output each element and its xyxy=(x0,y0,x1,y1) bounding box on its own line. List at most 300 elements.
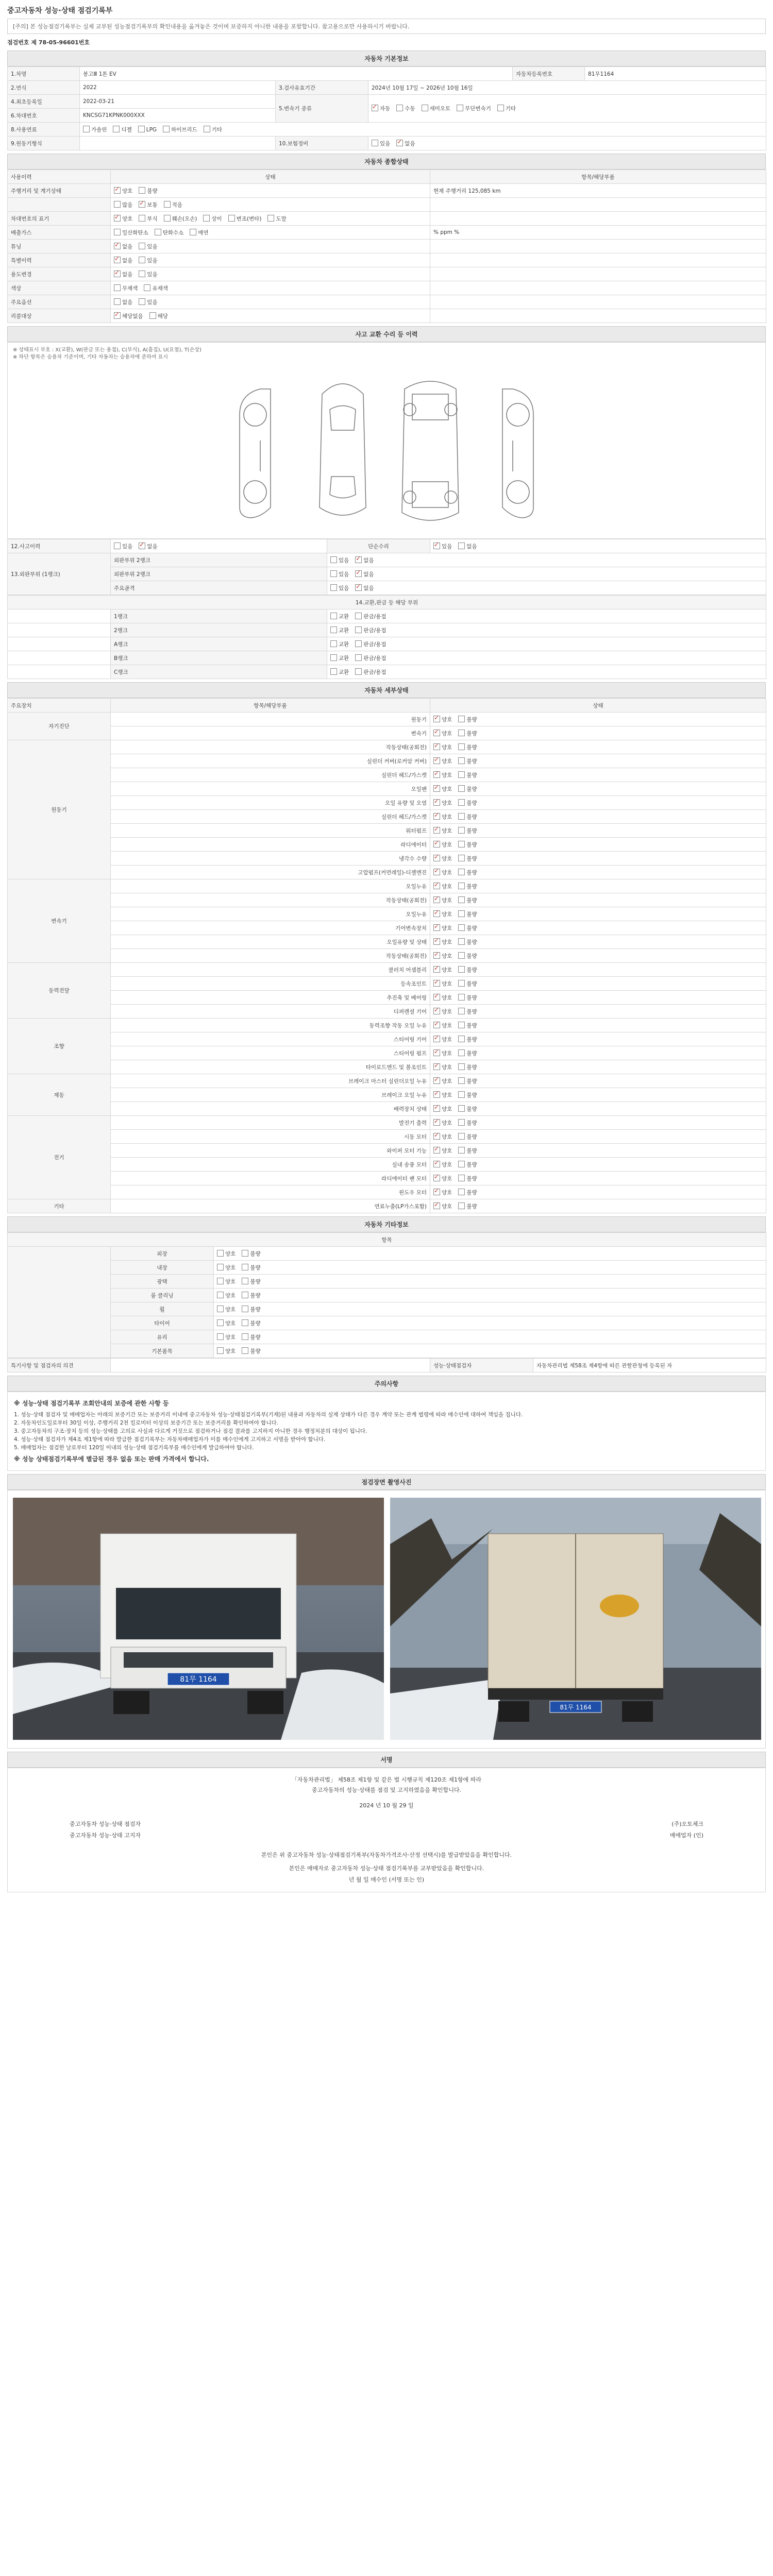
detail-option[interactable] xyxy=(458,1176,477,1182)
checkbox[interactable] xyxy=(355,613,362,619)
checkbox[interactable] xyxy=(433,1063,440,1070)
checkbox[interactable] xyxy=(114,270,121,277)
exchange-option[interactable] xyxy=(330,655,349,662)
checkbox[interactable] xyxy=(458,855,465,861)
detail-option[interactable] xyxy=(433,995,452,1001)
detail-option[interactable] xyxy=(433,1120,452,1126)
other-option[interactable] xyxy=(217,1334,236,1341)
detail-option[interactable] xyxy=(458,1037,477,1043)
panel-option[interactable] xyxy=(330,557,349,564)
other-option[interactable] xyxy=(217,1307,236,1313)
fuel-option[interactable] xyxy=(113,127,131,133)
checkbox[interactable] xyxy=(422,105,428,111)
checkbox[interactable] xyxy=(458,883,465,889)
checkbox[interactable] xyxy=(372,105,378,111)
checkbox[interactable] xyxy=(458,1175,465,1181)
detail-option[interactable] xyxy=(433,870,452,876)
status-option[interactable] xyxy=(144,285,167,292)
transmission-option[interactable] xyxy=(457,106,491,112)
checkbox[interactable] xyxy=(433,952,440,959)
detail-option[interactable] xyxy=(458,1120,477,1126)
detail-option[interactable] xyxy=(458,1050,477,1057)
accident-option[interactable] xyxy=(114,544,132,550)
checkbox[interactable] xyxy=(242,1292,248,1298)
checkbox[interactable] xyxy=(433,1077,440,1084)
detail-item-label: 작동상태(공회전) xyxy=(111,893,430,907)
checkbox[interactable] xyxy=(433,1091,440,1098)
other-option[interactable] xyxy=(217,1293,236,1299)
status-option[interactable] xyxy=(139,258,157,264)
checkbox[interactable] xyxy=(433,883,440,889)
other-option[interactable] xyxy=(217,1348,236,1354)
detail-option[interactable] xyxy=(458,1134,477,1140)
checkbox[interactable] xyxy=(433,813,440,820)
checkbox[interactable] xyxy=(396,105,403,111)
detail-option[interactable] xyxy=(433,856,452,862)
detail-option[interactable] xyxy=(433,772,452,778)
checkbox[interactable] xyxy=(228,215,235,222)
status-option[interactable] xyxy=(139,202,157,208)
checkbox[interactable] xyxy=(433,1119,440,1126)
checkbox[interactable] xyxy=(396,140,403,146)
detail-row xyxy=(8,949,766,963)
detail-option[interactable] xyxy=(433,967,452,973)
checkbox[interactable] xyxy=(458,1049,465,1056)
checkbox[interactable] xyxy=(433,543,440,549)
status-option[interactable] xyxy=(139,188,157,194)
detail-option[interactable] xyxy=(458,1092,477,1098)
checkbox[interactable] xyxy=(433,1105,440,1112)
status-option[interactable] xyxy=(228,216,262,222)
detail-option[interactable] xyxy=(433,939,452,945)
checkbox[interactable] xyxy=(433,1049,440,1056)
checkbox[interactable] xyxy=(355,626,362,633)
fuel-option[interactable] xyxy=(204,127,222,133)
status-option[interactable] xyxy=(139,272,157,278)
checkbox[interactable] xyxy=(433,757,440,764)
exchange-option[interactable] xyxy=(355,614,386,620)
checkbox[interactable] xyxy=(458,543,465,549)
detail-option-label: 불량 xyxy=(466,1106,477,1112)
accident-option[interactable] xyxy=(139,544,157,550)
status-option[interactable] xyxy=(114,299,132,306)
detail-option[interactable] xyxy=(458,731,477,737)
detail-option[interactable] xyxy=(433,1148,452,1154)
checkbox[interactable] xyxy=(139,543,145,549)
checkbox[interactable] xyxy=(330,570,337,577)
detail-option[interactable] xyxy=(433,1162,452,1168)
checkbox[interactable] xyxy=(433,924,440,931)
detail-option[interactable] xyxy=(433,828,452,834)
checkbox[interactable] xyxy=(139,257,145,263)
checkbox[interactable] xyxy=(355,640,362,647)
other-option[interactable] xyxy=(242,1348,260,1354)
checkbox[interactable] xyxy=(433,1036,440,1042)
checkbox[interactable] xyxy=(114,257,121,263)
checkbox[interactable] xyxy=(433,771,440,778)
guarantee-option[interactable] xyxy=(396,141,415,147)
detail-option[interactable] xyxy=(433,731,452,737)
other-option[interactable] xyxy=(242,1293,260,1299)
detail-option[interactable] xyxy=(458,717,477,723)
checkbox[interactable] xyxy=(458,1133,465,1140)
other-option[interactable] xyxy=(242,1307,260,1313)
detail-option[interactable] xyxy=(458,744,477,751)
checkbox[interactable] xyxy=(242,1278,248,1284)
checkbox[interactable] xyxy=(458,1202,465,1209)
detail-option[interactable] xyxy=(433,1092,452,1098)
checkbox[interactable] xyxy=(114,298,121,305)
detail-option[interactable] xyxy=(433,897,452,904)
checkbox[interactable] xyxy=(458,896,465,903)
checkbox[interactable] xyxy=(330,626,337,633)
other-option[interactable] xyxy=(242,1320,260,1327)
detail-option[interactable] xyxy=(433,758,452,765)
checkbox[interactable] xyxy=(138,126,145,132)
status-option[interactable] xyxy=(114,272,132,278)
status-option[interactable] xyxy=(139,299,157,306)
fuel-option[interactable] xyxy=(83,127,107,133)
checkbox[interactable] xyxy=(114,215,121,222)
checkbox[interactable] xyxy=(242,1264,248,1270)
detail-option[interactable] xyxy=(433,1064,452,1071)
checkbox[interactable] xyxy=(217,1292,224,1298)
checkbox[interactable] xyxy=(458,1161,465,1167)
checkbox[interactable] xyxy=(458,785,465,792)
checkbox[interactable] xyxy=(458,771,465,778)
checkbox[interactable] xyxy=(458,952,465,959)
checkbox[interactable] xyxy=(458,1105,465,1112)
checkbox[interactable] xyxy=(203,215,210,222)
checkbox[interactable] xyxy=(458,1063,465,1070)
transmission-option[interactable] xyxy=(372,106,390,112)
checkbox[interactable] xyxy=(114,543,121,549)
status-option[interactable] xyxy=(203,216,222,222)
exchange-option[interactable] xyxy=(355,669,386,675)
checkbox[interactable] xyxy=(204,126,210,132)
status-option[interactable] xyxy=(114,313,143,319)
detail-option[interactable] xyxy=(458,995,477,1001)
checkbox[interactable] xyxy=(139,243,145,249)
checkbox[interactable] xyxy=(458,966,465,973)
detail-option[interactable] xyxy=(433,786,452,792)
checkbox[interactable] xyxy=(458,1091,465,1098)
checkbox[interactable] xyxy=(458,757,465,764)
detail-option[interactable] xyxy=(458,1009,477,1015)
transmission-option[interactable] xyxy=(396,106,415,112)
checkbox[interactable] xyxy=(497,105,504,111)
detail-option[interactable] xyxy=(433,1176,452,1182)
checkbox[interactable] xyxy=(458,1036,465,1042)
detail-option[interactable] xyxy=(433,981,452,987)
status-option[interactable] xyxy=(114,202,132,208)
status-option[interactable] xyxy=(139,216,157,222)
status-option[interactable] xyxy=(114,258,132,264)
checkbox[interactable] xyxy=(458,994,465,1001)
main-frame-option[interactable] xyxy=(355,585,374,591)
status-option[interactable] xyxy=(114,244,132,250)
detail-option[interactable] xyxy=(433,717,452,723)
status-option[interactable] xyxy=(190,230,208,236)
checkbox[interactable] xyxy=(458,827,465,834)
checkbox[interactable] xyxy=(114,312,121,319)
checkbox[interactable] xyxy=(114,229,121,235)
checkbox[interactable] xyxy=(433,1161,440,1167)
checkbox[interactable] xyxy=(458,910,465,917)
checkbox[interactable] xyxy=(433,896,440,903)
detail-option[interactable] xyxy=(433,814,452,820)
detail-option[interactable] xyxy=(458,953,477,959)
checkbox[interactable] xyxy=(217,1264,224,1270)
detail-option[interactable] xyxy=(458,897,477,904)
guarantee-option[interactable] xyxy=(372,141,390,147)
checkbox[interactable] xyxy=(458,743,465,750)
detail-option[interactable] xyxy=(458,967,477,973)
detail-option[interactable] xyxy=(458,884,477,890)
checkbox[interactable] xyxy=(330,654,337,661)
detail-option[interactable] xyxy=(433,1134,452,1140)
other-option[interactable] xyxy=(242,1334,260,1341)
detail-option[interactable] xyxy=(433,911,452,918)
exchange-option[interactable] xyxy=(330,641,349,648)
checkbox[interactable] xyxy=(458,813,465,820)
detail-option[interactable] xyxy=(458,758,477,765)
checkbox[interactable] xyxy=(164,215,171,222)
checkbox[interactable] xyxy=(242,1319,248,1326)
detail-option[interactable] xyxy=(458,1162,477,1168)
checkbox[interactable] xyxy=(458,730,465,736)
checkbox[interactable] xyxy=(458,1147,465,1154)
checkbox[interactable] xyxy=(330,584,337,591)
other-option[interactable] xyxy=(217,1279,236,1285)
checkbox[interactable] xyxy=(114,201,121,208)
detail-option[interactable] xyxy=(458,800,477,806)
checkbox[interactable] xyxy=(458,1022,465,1028)
checkbox[interactable] xyxy=(139,201,145,208)
checkbox[interactable] xyxy=(458,799,465,806)
detail-option[interactable] xyxy=(433,1078,452,1084)
checkbox[interactable] xyxy=(433,785,440,792)
detail-option[interactable] xyxy=(433,744,452,751)
detail-option[interactable] xyxy=(458,814,477,820)
detail-option[interactable] xyxy=(433,1050,452,1057)
other-option[interactable] xyxy=(217,1265,236,1271)
detail-option[interactable] xyxy=(433,1204,452,1210)
checkbox[interactable] xyxy=(433,827,440,834)
checkbox[interactable] xyxy=(217,1278,224,1284)
status-option[interactable] xyxy=(164,202,182,208)
main-frame-option[interactable] xyxy=(330,585,349,591)
checkbox[interactable] xyxy=(433,1008,440,1014)
panel2-option[interactable] xyxy=(330,571,349,578)
checkbox[interactable] xyxy=(433,841,440,848)
detail-option[interactable] xyxy=(433,842,452,848)
checkbox[interactable] xyxy=(458,1119,465,1126)
checkbox[interactable] xyxy=(330,613,337,619)
checkbox[interactable] xyxy=(433,799,440,806)
checkbox[interactable] xyxy=(433,910,440,917)
checkbox[interactable] xyxy=(242,1250,248,1257)
other-option[interactable] xyxy=(242,1265,260,1271)
status-option[interactable] xyxy=(114,188,132,194)
checkbox[interactable] xyxy=(330,556,337,563)
checkbox[interactable] xyxy=(144,284,150,291)
checkbox[interactable] xyxy=(83,126,90,132)
checkbox[interactable] xyxy=(217,1333,224,1340)
checkbox[interactable] xyxy=(114,187,121,194)
checkbox[interactable] xyxy=(113,126,120,132)
checkbox[interactable] xyxy=(458,938,465,945)
checkbox[interactable] xyxy=(433,716,440,722)
fuel-option[interactable] xyxy=(138,127,157,133)
checkbox[interactable] xyxy=(372,140,378,146)
checkbox[interactable] xyxy=(433,1175,440,1181)
detail-option[interactable] xyxy=(458,925,477,931)
checkbox[interactable] xyxy=(164,201,171,208)
checkbox[interactable] xyxy=(355,556,362,563)
checkbox[interactable] xyxy=(330,640,337,647)
checkbox[interactable] xyxy=(433,1133,440,1140)
detail-option[interactable] xyxy=(433,884,452,890)
checkbox[interactable] xyxy=(355,570,362,577)
detail-option[interactable] xyxy=(433,1009,452,1015)
other-option[interactable] xyxy=(242,1251,260,1257)
repair-option[interactable] xyxy=(433,544,452,550)
detail-option[interactable] xyxy=(458,772,477,778)
checkbox[interactable] xyxy=(433,994,440,1001)
checkbox[interactable] xyxy=(433,730,440,736)
checkbox[interactable] xyxy=(139,187,145,194)
checkbox[interactable] xyxy=(458,1077,465,1084)
checkbox[interactable] xyxy=(433,1202,440,1209)
checkbox[interactable] xyxy=(433,1022,440,1028)
exchange-option[interactable] xyxy=(330,628,349,634)
detail-option[interactable] xyxy=(458,870,477,876)
repair-option[interactable] xyxy=(458,544,477,550)
status-option[interactable] xyxy=(114,285,138,292)
status-option[interactable] xyxy=(114,216,132,222)
detail-option[interactable] xyxy=(458,1064,477,1071)
checkbox[interactable] xyxy=(217,1306,224,1312)
detail-option[interactable] xyxy=(458,911,477,918)
checkbox[interactable] xyxy=(114,243,121,249)
transmission-option[interactable] xyxy=(497,106,516,112)
exchange-table xyxy=(7,595,766,679)
detail-option[interactable] xyxy=(458,1148,477,1154)
checkbox[interactable] xyxy=(458,924,465,931)
detail-option[interactable] xyxy=(458,1204,477,1210)
checkbox[interactable] xyxy=(433,1189,440,1195)
other-option[interactable] xyxy=(217,1320,236,1327)
checkbox[interactable] xyxy=(355,668,362,675)
checkbox[interactable] xyxy=(267,215,274,222)
checkbox[interactable] xyxy=(355,584,362,591)
detail-option[interactable] xyxy=(458,842,477,848)
checkbox[interactable] xyxy=(139,270,145,277)
detail-option-label: 양호 xyxy=(442,800,452,806)
checkbox[interactable] xyxy=(149,312,156,319)
checkbox[interactable] xyxy=(163,126,170,132)
other-option[interactable] xyxy=(217,1251,236,1257)
checkbox[interactable] xyxy=(457,105,463,111)
checkbox[interactable] xyxy=(458,869,465,875)
detail-option[interactable] xyxy=(458,1190,477,1196)
panel2-option[interactable] xyxy=(355,571,374,578)
checkbox[interactable] xyxy=(242,1306,248,1312)
checkbox[interactable] xyxy=(114,284,121,291)
status-option[interactable] xyxy=(164,216,197,222)
fuel-option[interactable] xyxy=(163,127,197,133)
checkbox[interactable] xyxy=(155,229,161,235)
detail-item-state xyxy=(430,1102,766,1116)
panel-option[interactable] xyxy=(355,557,374,564)
detail-option[interactable] xyxy=(433,1023,452,1029)
checkbox[interactable] xyxy=(433,966,440,973)
checkbox[interactable] xyxy=(217,1319,224,1326)
checkbox[interactable] xyxy=(433,980,440,987)
detail-option[interactable] xyxy=(458,1078,477,1084)
checkbox[interactable] xyxy=(139,215,145,222)
other-option[interactable] xyxy=(242,1279,260,1285)
detail-option[interactable] xyxy=(458,939,477,945)
detail-option[interactable] xyxy=(433,800,452,806)
detail-option[interactable] xyxy=(458,828,477,834)
status-option-label: 있음 xyxy=(147,243,158,250)
checkbox[interactable] xyxy=(242,1333,248,1340)
other-row xyxy=(8,1261,766,1275)
checkbox[interactable] xyxy=(433,1147,440,1154)
transmission-option[interactable] xyxy=(422,106,451,112)
checkbox[interactable] xyxy=(190,229,196,235)
detail-option[interactable] xyxy=(458,1106,477,1112)
status-option[interactable] xyxy=(267,216,286,222)
status-option[interactable] xyxy=(114,230,148,236)
status-option[interactable] xyxy=(149,313,168,319)
detail-option[interactable] xyxy=(433,953,452,959)
checkbox[interactable] xyxy=(355,654,362,661)
detail-option[interactable] xyxy=(458,1023,477,1029)
checkbox[interactable] xyxy=(458,1008,465,1014)
detail-option[interactable] xyxy=(458,856,477,862)
checkbox[interactable] xyxy=(433,938,440,945)
detail-option[interactable] xyxy=(433,925,452,931)
checkbox[interactable] xyxy=(433,869,440,875)
checkbox[interactable] xyxy=(242,1347,248,1354)
detail-option[interactable] xyxy=(433,1106,452,1112)
checkbox[interactable] xyxy=(433,855,440,861)
checkbox[interactable] xyxy=(458,841,465,848)
status-option[interactable] xyxy=(155,230,184,236)
detail-option[interactable] xyxy=(458,981,477,987)
checkbox[interactable] xyxy=(458,980,465,987)
exchange-option[interactable] xyxy=(330,669,349,675)
detail-option[interactable] xyxy=(458,786,477,792)
exchange-option[interactable] xyxy=(355,628,386,634)
status-option[interactable] xyxy=(139,244,157,250)
detail-option[interactable] xyxy=(433,1037,452,1043)
exchange-option[interactable] xyxy=(355,655,386,662)
checkbox[interactable] xyxy=(433,743,440,750)
detail-option[interactable] xyxy=(433,1190,452,1196)
checkbox[interactable] xyxy=(458,716,465,722)
checkbox[interactable] xyxy=(330,668,337,675)
checkbox[interactable] xyxy=(458,1189,465,1195)
checkbox[interactable] xyxy=(217,1250,224,1257)
exchange-option[interactable] xyxy=(330,614,349,620)
checkbox[interactable] xyxy=(139,298,145,305)
checkbox[interactable] xyxy=(217,1347,224,1354)
exchange-option[interactable] xyxy=(355,641,386,648)
